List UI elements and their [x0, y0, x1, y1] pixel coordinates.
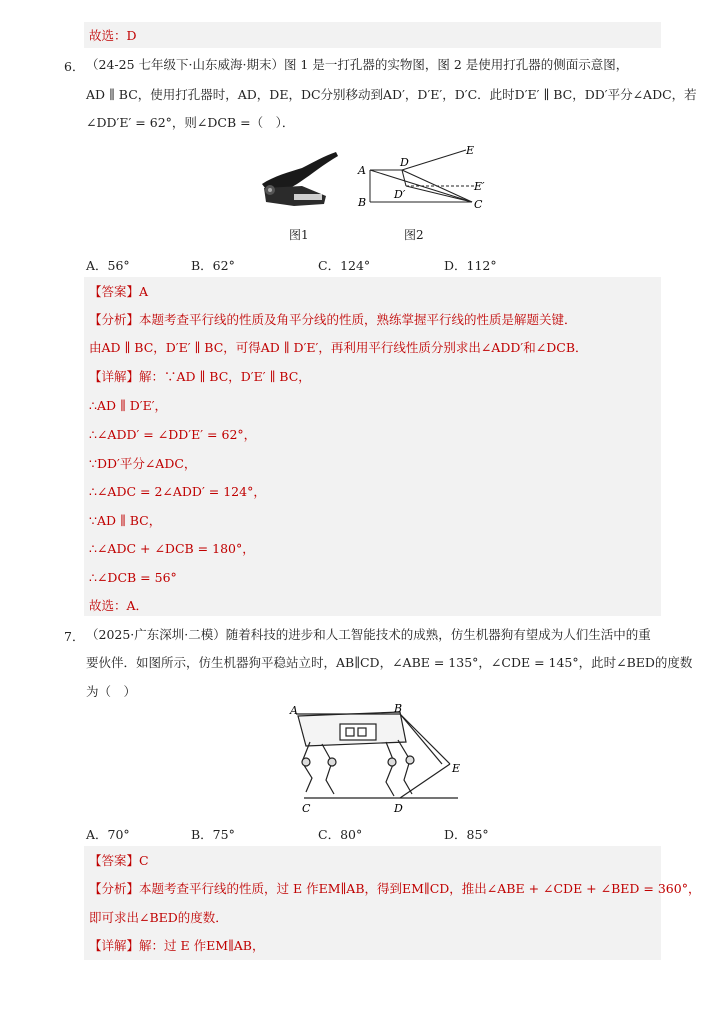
label-D: D: [400, 156, 409, 169]
q7-option-c: C．80°: [318, 827, 363, 842]
q6-detail-line-6: ∵AD ∥ BC，: [89, 513, 162, 528]
q6-option-d: D．112°: [444, 258, 497, 273]
q7-detail-text-1: 解：过 E 作EM∥AB，: [139, 938, 265, 953]
q6-detail-line-7: ∴∠ADC + ∠DCB = 180°，: [89, 541, 255, 556]
q7-option-a: A．70°: [86, 827, 130, 842]
q7-option-b: B．75°: [191, 827, 235, 842]
robot-label-D: D: [394, 802, 403, 815]
question-6-line-1: （24-25 七年级下·山东威海·期末）图 1 是一打孔器的实物图，图 2 是使用打孔器的侧面示意图，: [86, 57, 629, 72]
label-A: A: [358, 164, 366, 177]
previous-answer: 故选：D: [89, 28, 137, 43]
question-7-line-3: 为（ ）: [86, 684, 137, 699]
label-D-prime: D′: [394, 188, 406, 201]
q7-analysis-tag: 【分析】: [89, 881, 140, 896]
question-6-line-2: AD ∥ BC，使用打孔器时，AD，DE，DC分别移动到AD′，D′E′，D′C．此时D′E′ ∥ BC，DD′平分∠ADC，若: [86, 87, 697, 102]
label-B: B: [358, 196, 367, 209]
q7-analysis-line-2: 即可求出∠BED的度数．: [89, 910, 228, 925]
robot-dog-figure: [282, 702, 468, 816]
q6-detail-line-8: ∴∠DCB = 56°: [89, 570, 177, 585]
q6-analysis-text-1: 本题考查平行线的性质及角平分线的性质，熟练掌握平行线的性质是解题关键．: [139, 312, 577, 327]
q6-option-c: C．124°: [318, 258, 371, 273]
robot-label-B: B: [394, 702, 403, 715]
q7-option-d: D．85°: [444, 827, 489, 842]
q6-detail-line-5: ∴∠ADC = 2∠ADD′ = 124°，: [89, 484, 266, 499]
q7-detail-tag: 【详解】: [89, 938, 140, 953]
robot-label-C: C: [302, 802, 311, 815]
figure-1-caption: 图1: [289, 228, 309, 242]
label-C: C: [474, 198, 483, 211]
q7-answer: 【答案】C: [89, 853, 149, 868]
q7-analysis-text-1: 本题考查平行线的性质，过 E 作EM∥AB，得到EM∥CD，推出∠ABE + ∠CDE + ∠BED = 360°，: [139, 881, 701, 896]
punch-side-diagram: [356, 142, 486, 214]
q6-detail-line-1: [89, 368, 311, 386]
q6-answer: 【答案】A: [89, 284, 149, 299]
question-6-line-3: ∠DD′E′ = 62°，则∠DCB =（ ）．: [86, 115, 295, 130]
robot-label-A: A: [290, 704, 298, 717]
previous-answer-block: [84, 22, 661, 48]
hole-punch-photo: [254, 146, 344, 216]
label-E-prime: E′: [474, 180, 485, 193]
q6-detail-text-1: 解：∵AD ∥ BC，D′E′ ∥ BC，: [139, 369, 311, 384]
question-7-number: 7．: [64, 629, 85, 644]
q6-analysis-line-2: 由AD ∥ BC，D′E′ ∥ BC，可得AD ∥ D′E′，再利用平行线性质分别求出∠ADD′和∠DCB．: [89, 340, 588, 355]
q7-analysis-line-1: [89, 880, 700, 898]
question-6-number: 6．: [64, 59, 85, 74]
question-7-line-1: （2025·广东深圳·二模）随着科技的进步和人工智能技术的成熟，仿生机器狗有望成为人们生活中的重: [86, 627, 651, 642]
q6-analysis-line-1: [89, 311, 577, 329]
figure-2-caption: 图2: [404, 228, 424, 242]
q6-option-b: B．62°: [191, 258, 235, 273]
q6-detail-line-9: 故选：A．: [89, 598, 149, 613]
label-E: E: [466, 144, 475, 157]
q6-detail-line-2: ∴AD ∥ D′E′，: [89, 398, 168, 413]
robot-label-E: E: [452, 762, 461, 775]
q6-detail-line-3: ∴∠ADD′ = ∠DD′E′ = 62°，: [89, 427, 257, 442]
q7-detail-line-1: [89, 937, 265, 955]
q6-detail-line-4: ∵DD′平分∠ADC，: [89, 456, 197, 471]
question-7-line-2: 要伙伴．如图所示，仿生机器狗平稳站立时，AB∥CD，∠ABE = 135°，∠CDE = 145°，此时∠BED的度数: [86, 655, 693, 670]
q6-analysis-tag: 【分析】: [89, 312, 140, 327]
q6-option-a: A．56°: [86, 258, 130, 273]
q6-detail-tag: 【详解】: [89, 369, 140, 384]
